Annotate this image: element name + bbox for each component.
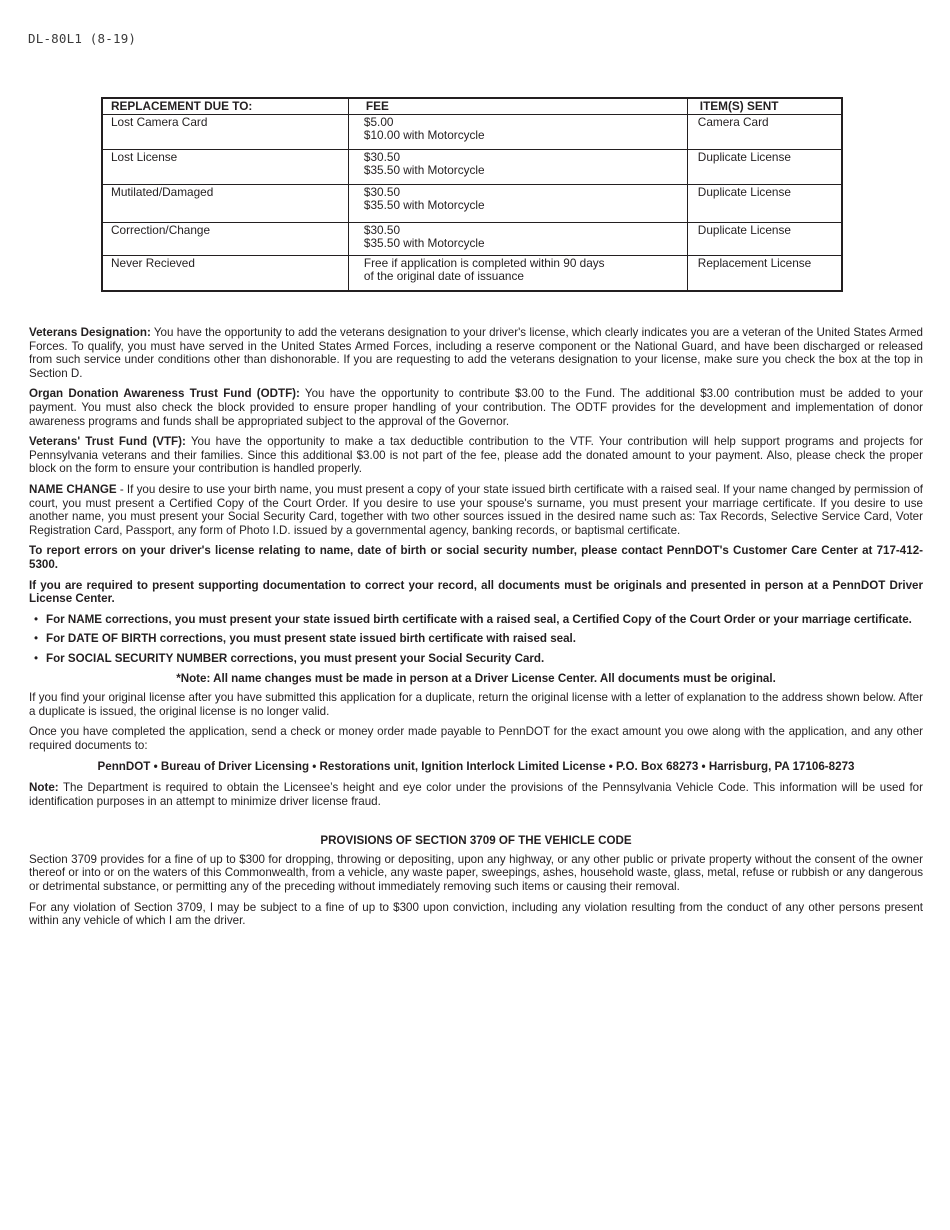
fee-cell	[348, 185, 687, 223]
vtf-paragraph	[29, 435, 923, 476]
list-item	[29, 613, 923, 627]
table-row	[102, 256, 842, 291]
item-cell: Duplicate License	[687, 223, 842, 256]
veterans-designation-text: You have the opportunity to add the veterans designation to your driver's license, which clearly indicates you are a veteran of the United States Armed Forces. To qualify, you must have served in the United States Armed Forces, including a reserve component or the National Guard, and have been discharged or released from such service under conditions other than dishonorable. If you are requesting to add the veterans designation to your license, make sure you check the box at the top in Section D.	[29, 326, 923, 380]
reason-cell: Never Recieved	[102, 256, 348, 291]
name-change-paragraph	[29, 483, 923, 537]
original-found-paragraph: If you find your original license after you have submitted this application for a duplicate, return the original license with a letter of explanation to the address shown below. After a duplicate is issued, the original license is no longer valid.	[29, 691, 923, 718]
form-id-label: DL-80L1 (8-19)	[28, 31, 137, 46]
table-row	[102, 115, 842, 150]
item-cell: Replacement License	[687, 256, 842, 291]
list-item	[29, 632, 923, 646]
header-replacement-due-to: REPLACEMENT DUE TO:	[102, 98, 348, 115]
instructions-body	[29, 326, 923, 935]
bullet-icon: •	[34, 612, 39, 626]
section-3709-paragraph: Section 3709 provides for a fine of up to $300 for dropping, throwing or depositing, upon any highway, or any other public or private property without the consent of the owner thereof or into or on the waters of this Commonwealth, from a vehicle, any waste paper, sweepings, ashes, household waste, glass, metal, refuse or rubbish or any dangerous or detrimental substance, or permitting any of the preceding without immediately removing such items or causing their removal.	[29, 852, 923, 893]
replacement-fee-table	[101, 97, 843, 292]
fee-cell	[348, 256, 687, 291]
fee-motorcycle: $35.50 with Motorcycle	[363, 163, 485, 177]
fee-amount: $30.50	[363, 150, 401, 164]
odtf-paragraph	[29, 387, 923, 428]
list-item-text: For SOCIAL SECURITY NUMBER corrections, you must present your Social Security Card.	[46, 651, 545, 665]
fee-amount: $30.50	[363, 223, 401, 237]
header-items-sent: ITEM(S) SENT	[687, 98, 842, 115]
list-item-text: For DATE OF BIRTH corrections, you must present state issued birth certificate with raised seal.	[46, 632, 577, 646]
fee-condition: Free if application is completed within 90 days	[363, 256, 605, 270]
reason-cell: Lost Camera Card	[102, 115, 348, 150]
fee-cell	[348, 115, 687, 150]
reason-cell: Mutilated/Damaged	[102, 185, 348, 223]
fee-motorcycle: $35.50 with Motorcycle	[363, 236, 485, 250]
header-fee: FEE	[348, 98, 687, 115]
fee-cell	[348, 150, 687, 185]
name-change-text: - If you desire to use your birth name, you must present a copy of your state issued birth certificate with a raised seal. If your name changed by permission of court, you must present a Certified Copy of the Court Order. If you desire to use your spouse's surname, you must present your marriage certificate. If you desire to use another name, you must present your Social Security Card, together with two other sources issued in the desired name such as: Tax Records, Selective Service Card, Voter Registration Card, Passport, any form of Photo I.D. issued by a governmental agency, banking records, or baptismal certificate.	[29, 482, 923, 537]
fee-motorcycle: $35.50 with Motorcycle	[363, 198, 485, 212]
correction-requirements-list	[29, 613, 923, 666]
fee-amount: $30.50	[363, 185, 401, 199]
veterans-designation-label: Veterans Designation:	[29, 326, 151, 339]
fee-amount: $5.00	[363, 115, 394, 129]
report-errors-paragraph: To report errors on your driver's license relating to name, date of birth or social security number, please contact PennDOT's Customer Care Center at 717-412-5300.	[29, 544, 923, 571]
vtf-label: Veterans' Trust Fund (VTF):	[29, 435, 186, 449]
table-row	[102, 185, 842, 223]
name-change-label: NAME CHANGE	[29, 482, 117, 496]
table-row	[102, 150, 842, 185]
veterans-designation-paragraph	[29, 326, 923, 380]
table-header-row	[102, 98, 842, 115]
bullet-icon: •	[34, 651, 39, 665]
fee-condition-cont: of the original date of issuance	[363, 269, 524, 283]
item-cell: Duplicate License	[687, 150, 842, 185]
item-cell: Duplicate License	[687, 185, 842, 223]
supporting-docs-paragraph: If you are required to present supporting documentation to correct your record, all documents must be originals and presented in person at a PennDOT Driver License Center.	[29, 578, 923, 606]
fee-cell	[348, 223, 687, 256]
mailing-address: PennDOT • Bureau of Driver Licensing • Restorations unit, Ignition Interlock Limited License • P.O. Box 68273 • Harrisburg, PA 17106-8273	[97, 760, 855, 774]
reason-cell: Lost License	[102, 150, 348, 185]
list-item-text: For NAME corrections, you must present your state issued birth certificate with a raised seal, a Certified Copy of the Court Order or your marriage certificate.	[46, 612, 912, 626]
table-row	[102, 223, 842, 256]
provisions-heading: PROVISIONS OF SECTION 3709 OF THE VEHICLE CODE	[320, 834, 632, 848]
note-text: The Department is required to obtain the Licensee’s height and eye color under the provisions of the Pennsylvania Vehicle Code. This information will be used for identification purposes in an attempt to minimize driver license fraud.	[29, 781, 923, 808]
list-item	[29, 652, 923, 666]
odtf-text: You have the opportunity to contribute $3.00 to the Fund. The additional $3.00 contribution must be added to your payment. You must also check the block provided to ensure proper handling of your contribution. The ODTF provides for the development and implementation of donor awareness programs and funds shall be appropriated subject to the approval of the Governor.	[29, 387, 923, 428]
vtf-text: You have the opportunity to make a tax deductible contribution to the VTF. Your contribution will help support programs and projects for Pennsylvania veterans and their families. Since this additional $3.00 is not part of the fee, please add the donated amount to your payment. Also, please check the proper block on the form to ensure your contribution is handled properly.	[29, 435, 923, 476]
note-label: Note:	[29, 781, 59, 795]
item-cell: Camera Card	[687, 115, 842, 150]
violation-paragraph: For any violation of Section 3709, I may be subject to a fine of up to $300 upon conviction, including any violation resulting from the conduct of any other persons present within any vehicle of which I am the driver.	[29, 900, 923, 928]
odtf-label: Organ Donation Awareness Trust Fund (ODTF):	[29, 387, 300, 401]
reason-cell: Correction/Change	[102, 223, 348, 256]
name-change-note: *Note: All name changes must be made in person at a Driver License Center. All documents must be original.	[176, 672, 776, 686]
bullet-icon: •	[34, 632, 39, 646]
height-eye-note-paragraph	[29, 781, 923, 808]
send-payment-paragraph: Once you have completed the application, send a check or money order made payable to PennDOT for the exact amount you owe along with the application, and any other required documents to:	[29, 725, 923, 752]
fee-motorcycle: $10.00 with Motorcycle	[363, 128, 485, 142]
